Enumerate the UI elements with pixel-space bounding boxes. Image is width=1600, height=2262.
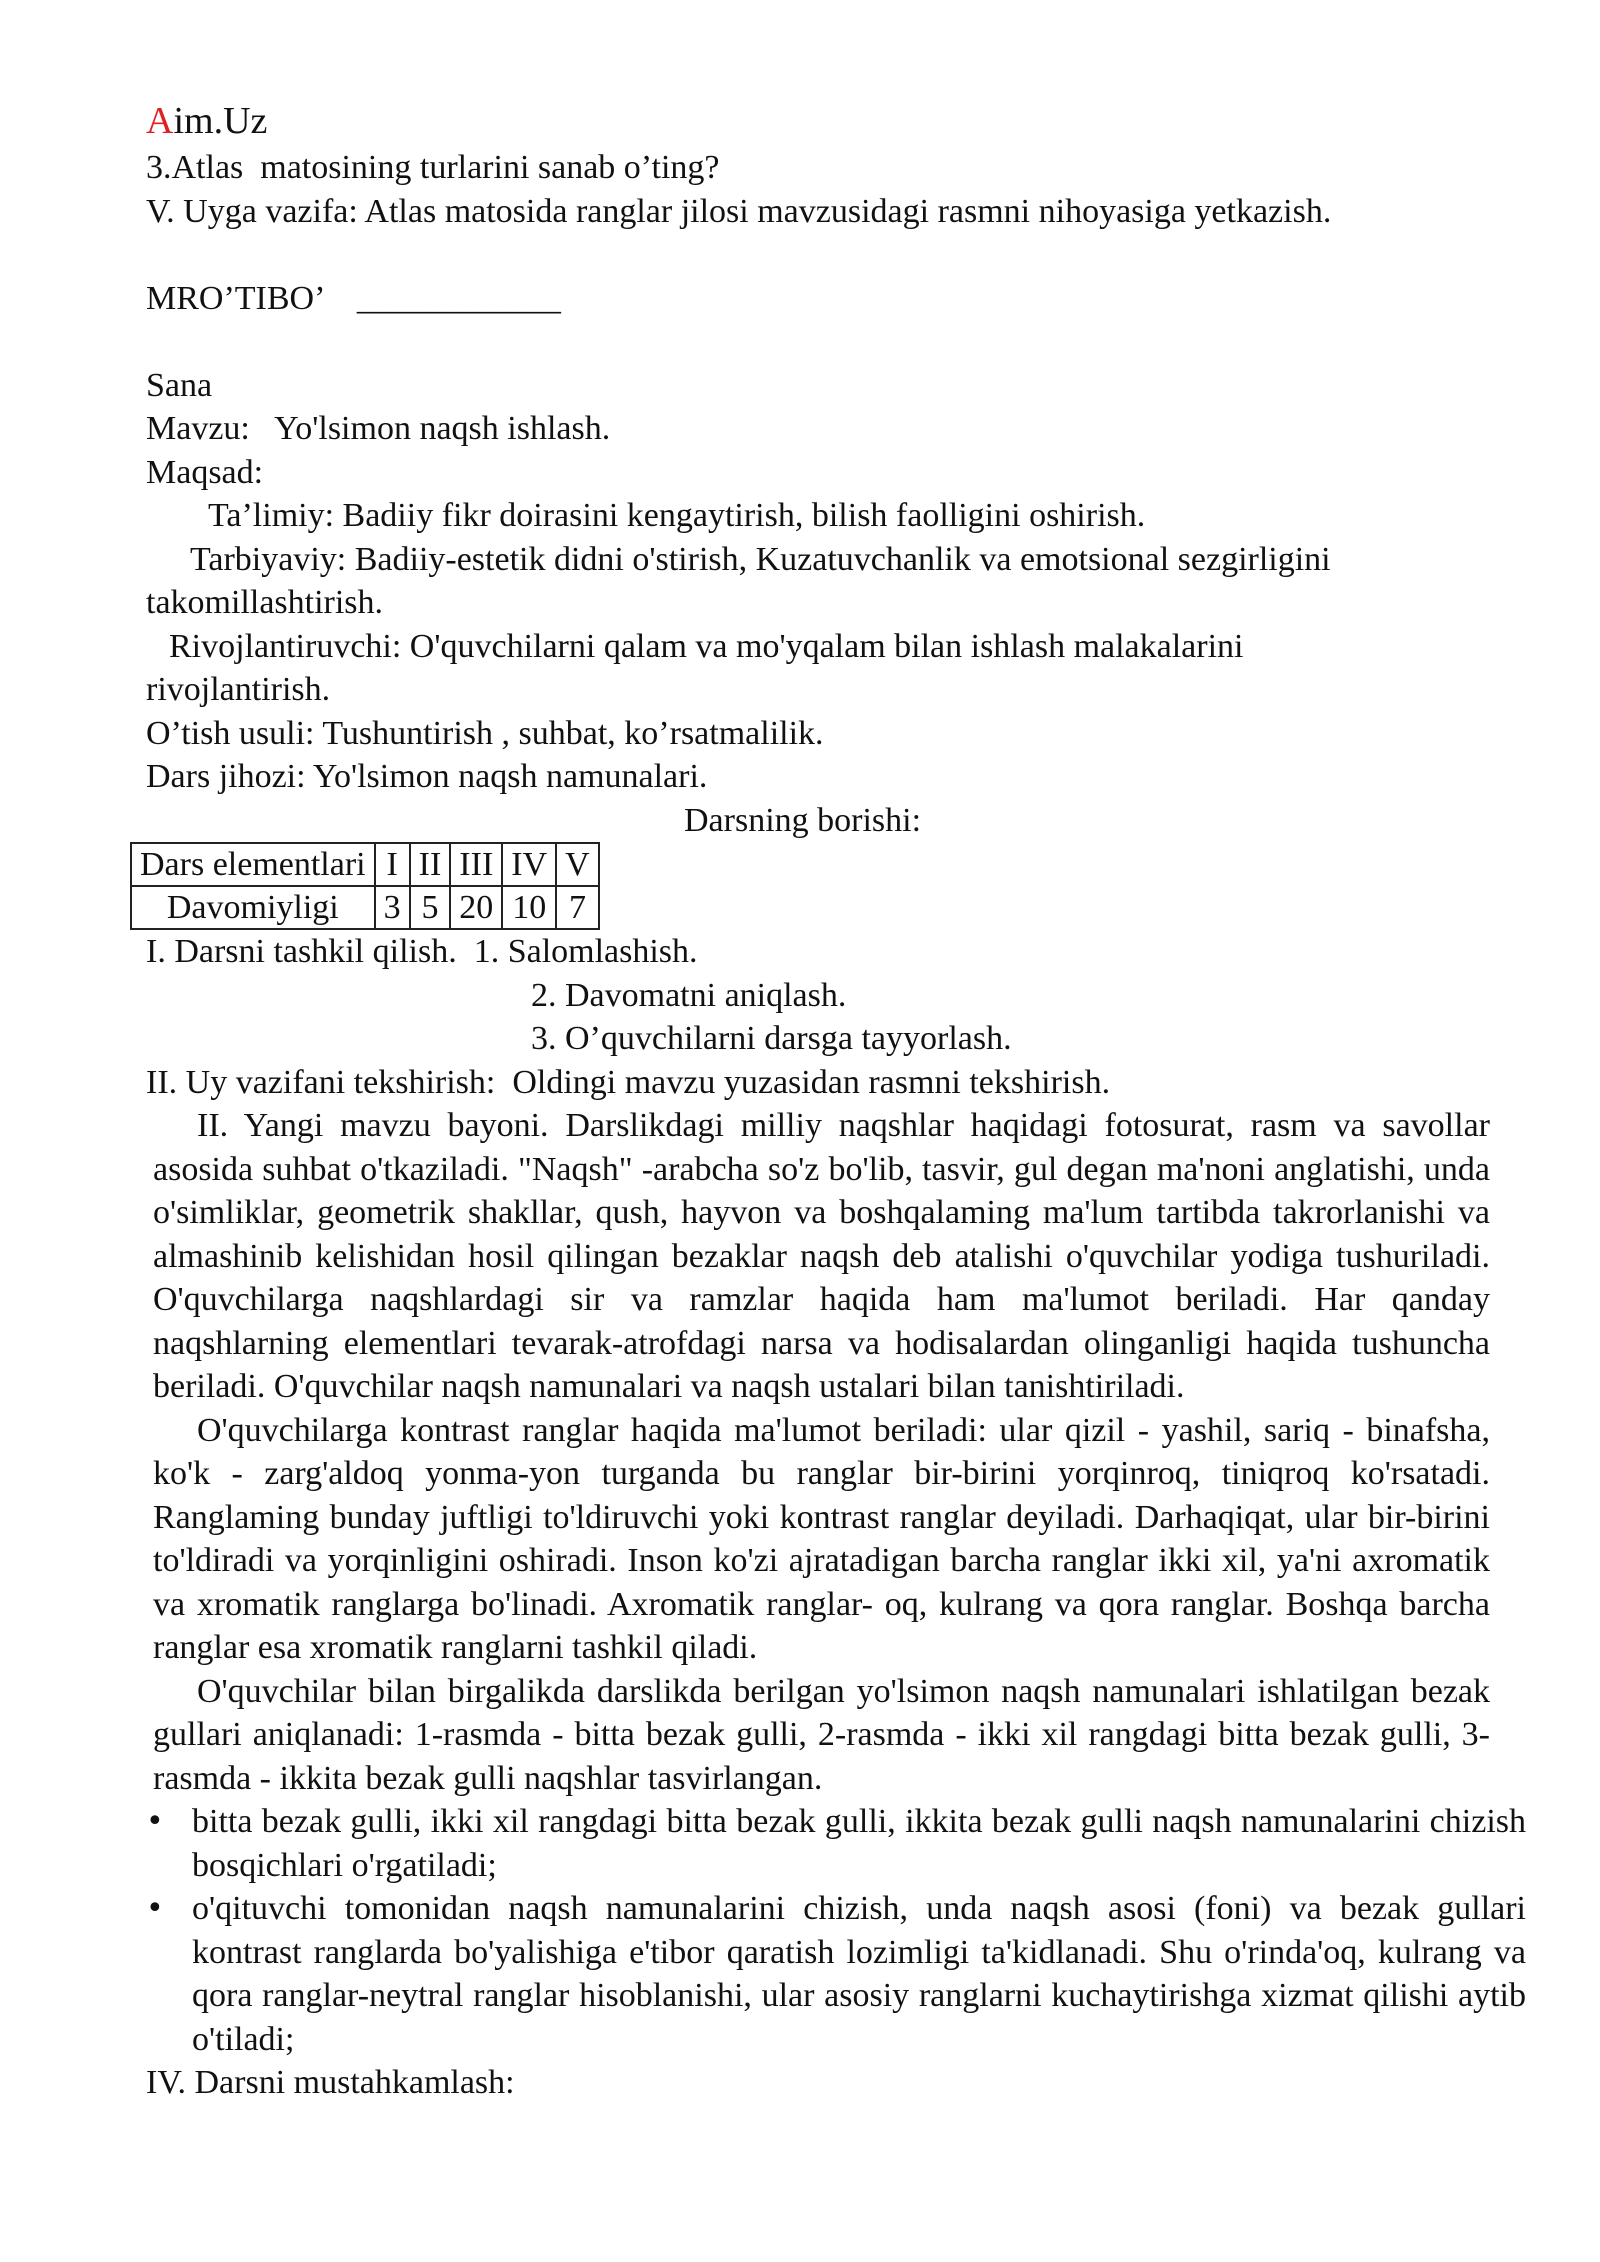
upbringing-goal: Tarbiyaviy: Badiiy-estetik didni o'stirish, Kuzatuvchanlik va emotsional sezgirligini takomillashtirish. — [146, 540, 1331, 621]
table-cell: III — [450, 843, 502, 886]
bullet-list — [146, 1800, 1526, 2061]
table-cell: Dars elementlari — [131, 843, 375, 886]
list-item-text: o'qituvchi tomonidan naqsh namunalarini chizish, unda naqsh asosi (foni) va bezak gullari kontrast ranglarda bo'yalishiga e'tibor qaratish lozimligi ta'kidlanadi. Shu o'rinda'oq, kulrang va qora ranglar-neytral ranglar hisoblanishi, ular asosiy ranglarni kuchaytirishga xizmat qilishi aytib o'tiladi; — [192, 1890, 1526, 2058]
paragraph-patterns — [146, 1670, 1490, 1801]
bullet-icon: • — [146, 1891, 164, 1926]
goal-label: Maqsad: — [146, 453, 264, 491]
bullet-icon: • — [146, 1804, 164, 1839]
list-item-text: bitta bezak gulli, ikki xil rangdagi bitta bezak gulli, ikkita bezak gulli naqsh namunalarini chizish bosqichlari o'rgatiladi; — [192, 1803, 1526, 1884]
consolidation-heading: IV. Darsni mustahkamlash: — [146, 2064, 515, 2101]
lesson-elements-table — [130, 842, 600, 930]
plan-organization: I. Darsni tashkil qilish. 1. Salomlashish. — [146, 933, 698, 970]
table-cell: I — [375, 843, 410, 886]
plan-preparation: 3. O’quvchilarni darsga tayyorlash. — [531, 1020, 1012, 1057]
table-cell: IV — [502, 843, 556, 886]
table-cell: II — [410, 843, 451, 886]
educational-goal: Ta’limiy: Badiiy fikr doirasini kengaytirish, bilish faolligini oshirish. — [208, 497, 1146, 534]
date-label: Sana — [146, 366, 213, 404]
paragraph-text: O'quvchilarga kontrast ranglar haqida ma'lumot beriladi: ular qizil - yashil, sariq - binafsha, ko'k - zarg'aldoq yonma-yon turganda bu ranglar bir-birini yorqinroq, tiniqroq ko'rsatadi. Ranglaming bunday juftligi to'ldiruvchi yoki kontrast ranglar deyiladi. Darhaqiqat, ular bir-birini to'ldiradi va yorqinligini oshiradi. Inson ko'zi ajratadigan barcha ranglar ikki xil, ya'ni axromatik va xromatik ranglarga bo'linadi. Axromatik ranglar- oq, kulrang va qora ranglar. Boshqa barcha ranglar esa xromatik ranglarni tashkil qiladi. — [153, 1411, 1490, 1666]
signature-line: MRO’TIBO’ ____________ — [146, 279, 561, 317]
spacer — [146, 233, 1486, 277]
logo-letter-a: A — [146, 100, 174, 142]
list-item — [146, 1887, 1526, 2061]
developing-goal: Rivojlantiruvchi: O'quvchilarni qalam va mo'yqalam bilan ishlash malakalarini rivojlantirish. — [146, 627, 1244, 708]
equipment-line: Dars jihozi: Yo'lsimon naqsh namunalari. — [146, 758, 708, 795]
table-cell: Davomiyligi — [131, 886, 375, 929]
plan-attendance: 2. Davomatni aniqlash. — [531, 976, 847, 1014]
table-cell: 20 — [450, 886, 502, 929]
paragraph-new-topic — [146, 1104, 1490, 1409]
topic-line: Mavzu: Yo'lsimon naqsh ishlash. — [146, 410, 611, 447]
document-page — [140, 96, 1526, 2105]
homework-line: V. Uyga vazifa: Atlas matosida ranglar jilosi mavzusidagi rasmni nihoyasiga yetkazish. — [146, 192, 1332, 230]
table-row — [131, 886, 599, 929]
question-3: 3.Atlas matosining turlarini sanab o’ting? — [146, 149, 720, 186]
table-cell: 5 — [410, 886, 451, 929]
paragraph-contrast-colors — [146, 1409, 1490, 1670]
paragraph-text: II. Yangi mavzu bayoni. Darslikdagi milliy naqshlar haqidagi fotosurat, rasm va savollar asosida suhbat o'tkaziladi. "Naqsh" -arabcha so'z bo'lib, tasvir, gul degan ma'noni anglatishi, unda o'simliklar, geometrik shakllar, qush, hayvon va boshqalaming ma'lum tartibda takrorlanishi va almashinib kelishidan hosil qilingan bezaklar naqsh deb atalishi o'quvchilar yodiga tushuriladi. O'quvchilarga naqshlardagi sir va ramzlar haqida ham ma'lumot beriladi. Har qanday naqshlarning elementlari tevarak-atrofdagi narsa va hodisalardan olinganligi haqida tushuncha beriladi. O'quvchilar naqsh namunalari va naqsh ustalari bilan tanishtiriladi. — [153, 1107, 1490, 1405]
course-title: Darsning borishi: — [684, 801, 922, 839]
plan-homework-check: II. Uy vazifani tekshirish: Oldingi mavzu yuzasidan rasmni tekshirish. — [146, 1063, 1111, 1101]
spacer — [146, 320, 1486, 364]
site-logo[interactable] — [146, 96, 1486, 146]
table-cell: 10 — [502, 886, 556, 929]
method-line: O’tish usuli: Tushuntirish , suhbat, ko’rsatmalilik. — [146, 714, 824, 752]
table-cell: V — [556, 843, 599, 886]
table-cell: 7 — [556, 886, 599, 929]
paragraph-text: O'quvchilar bilan birgalikda darslikda berilgan yo'lsimon naqsh namunalari ishlatilgan bezak gullari aniqlanadi: 1-rasmda - bitta bezak gulli, 2-rasmda - ikki xil rangdagi bitta bezak gulli, 3-rasmda - ikkita bezak gulli naqshlar tasvirlangan. — [153, 1672, 1490, 1797]
table-header-row — [131, 843, 599, 886]
table-cell: 3 — [375, 886, 410, 929]
logo-text: im.Uz — [173, 100, 268, 142]
list-item — [146, 1800, 1526, 1887]
